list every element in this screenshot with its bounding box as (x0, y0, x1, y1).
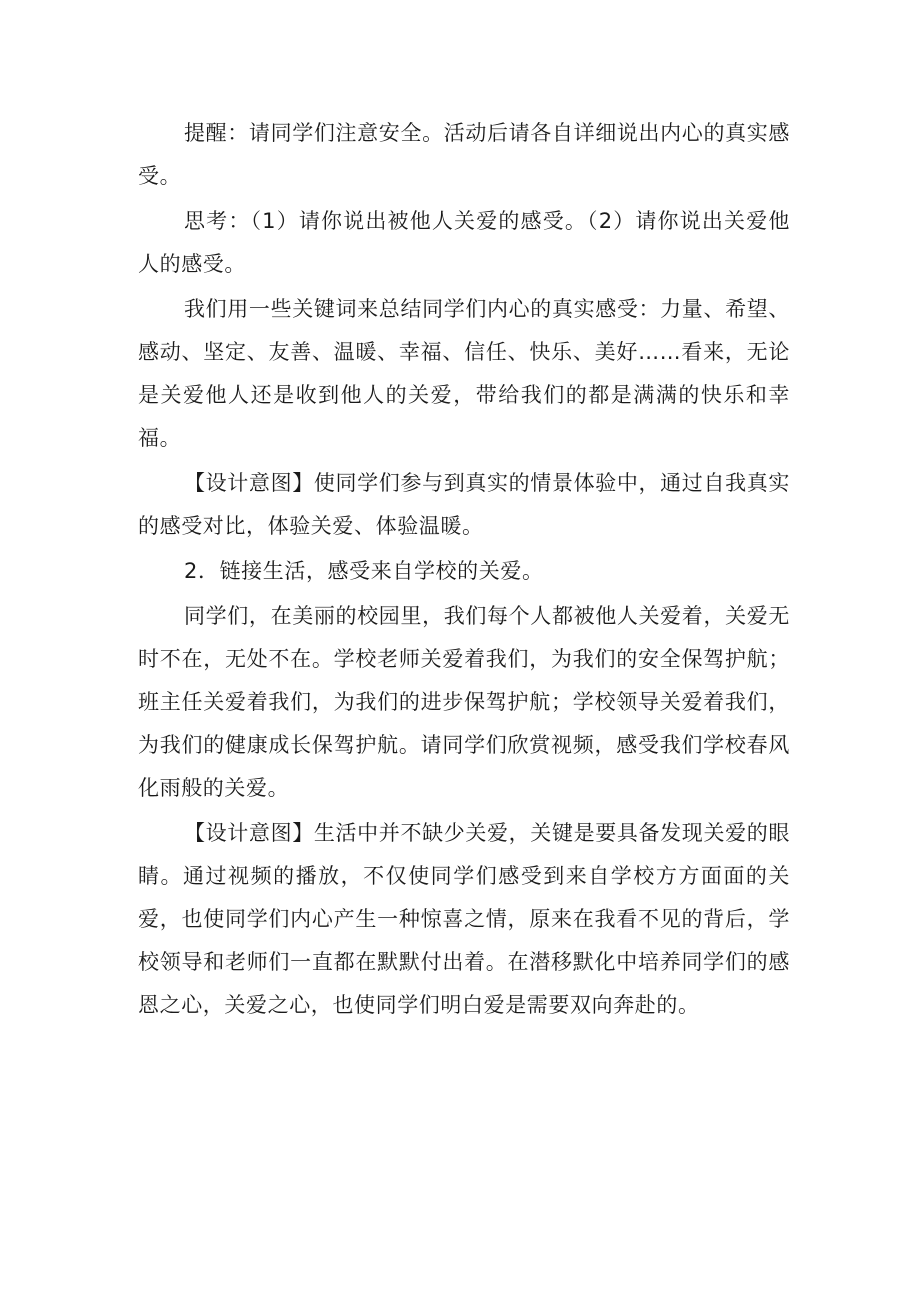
paragraph-section-2-heading: 2．链接生活，感受来自学校的关爱。 (184, 559, 544, 583)
paragraph-reminder: 提醒：请同学们注意安全。活动后请各自详细说出内心的真实感受。 (138, 121, 790, 188)
paragraph-design-intent-2: 【设计意图】生活中并不缺少关爱，关键是要具备发现关爱的眼睛。通过视频的播放，不仅使同学们感受到来自学校方方面面的关爱，也使同学们内心产生一种惊喜之情，原来在我看不见的背后，学校领导和老师们一直都在默默付出着。在潜移默化中培养同学们的感恩之心，关爱之心，也使同学们明白爱是需要双向奔赴的。 (138, 821, 790, 1017)
paragraph-school-care: 同学们，在美丽的校园里，我们每个人都被他人关爱着，关爱无时不在，无处不在。学校老师关爱着我们，为我们的安全保驾护航；班主任关爱着我们，为我们的进步保驾护航；学校领导关爱着我们，为我们的健康成长保驾护航。请同学们欣赏视频，感受我们学校春风化雨般的关爱。 (138, 604, 790, 800)
paragraph-keywords: 我们用一些关键词来总结同学们内心的真实感受：力量、希望、感动、坚定、友善、温暖、幸福、信任、快乐、美好……看来，无论是关爱他人还是收到他人的关爱，带给我们的都是满满的快乐和幸福。 (138, 297, 790, 450)
document-body (138, 112, 790, 1027)
paragraph-design-intent-1: 【设计意图】使同学们参与到真实的情景体验中，通过自我真实的感受对比，体验关爱、体验温暖。 (138, 471, 790, 538)
paragraph-thinking: 思考：（1）请你说出被他人关爱的感受。（2）请你说出关爱他人的感受。 (138, 209, 790, 276)
